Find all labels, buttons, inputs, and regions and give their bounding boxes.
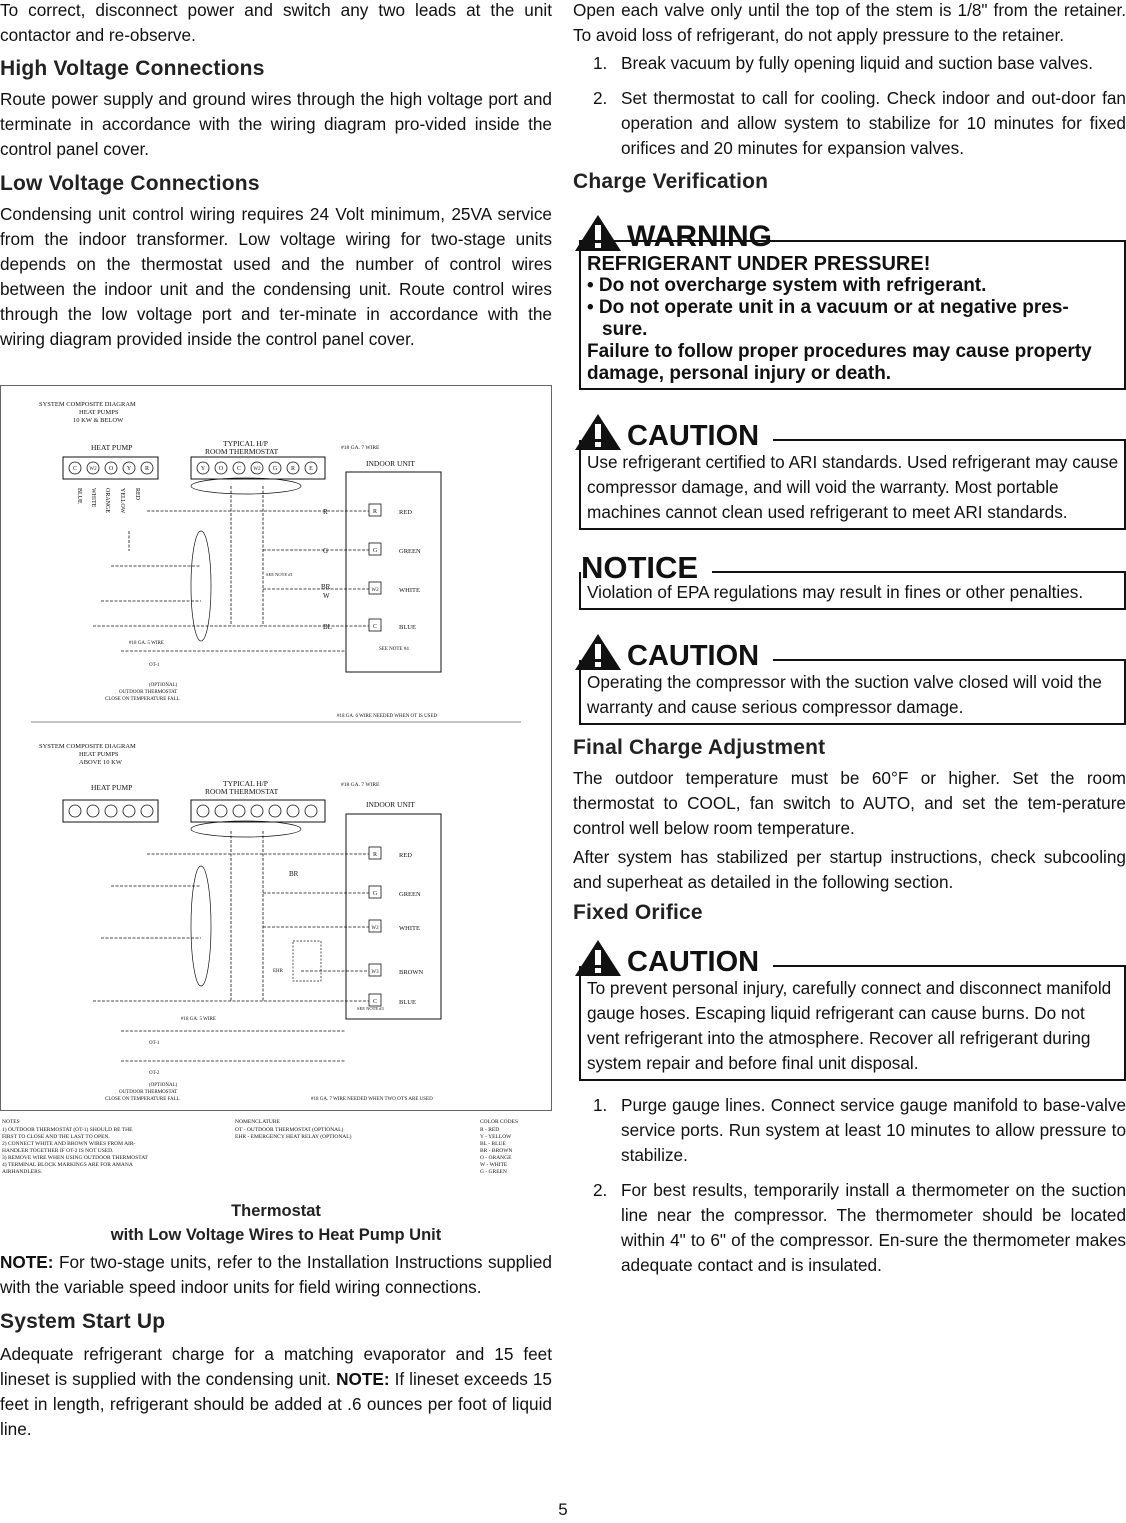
- svg-text:TYPICAL H/P: TYPICAL H/P: [223, 779, 268, 788]
- intro-paragraph: To correct, disconnect power and switch any two leads at the unit contactor and re-observe.: [0, 0, 552, 45]
- svg-text:COLOR CODES: COLOR CODES: [480, 1119, 519, 1125]
- svg-text:W3: W3: [371, 970, 379, 975]
- svg-text:GREEN: GREEN: [399, 548, 421, 555]
- svg-text:W2: W2: [253, 467, 261, 472]
- caution-header-3: CAUTION: [627, 946, 760, 978]
- wiring-diagram: [0, 385, 552, 1111]
- svg-text:(OPTIONAL): (OPTIONAL): [149, 1083, 178, 1088]
- svg-text:BR: BR: [321, 583, 331, 591]
- svg-text:TYPICAL H/P: TYPICAL H/P: [223, 439, 268, 448]
- high-voltage-heading: High Voltage Connections: [0, 57, 265, 80]
- list-item: 2. Set thermostat to call for cooling. Check indoor and out-door fan operation and allow system to stabilize for 10 minutes for fixed orifices and 20 minutes for expansion valves.: [593, 88, 1126, 158]
- caution-box-1: [573, 412, 1126, 530]
- top-diagram: [31, 401, 521, 722]
- caption-line-2: with Low Voltage Wires to Heat Pump Unit: [110, 1226, 442, 1244]
- svg-text:YELLOW: YELLOW: [119, 488, 125, 514]
- svg-text:BL: BL: [323, 623, 332, 631]
- svg-text:W2: W2: [371, 926, 379, 931]
- svg-text:R - RED: R - RED: [480, 1127, 500, 1133]
- svg-text:HEAT PUMPS: HEAT PUMPS: [79, 751, 119, 758]
- svg-text:OT-2: OT-2: [149, 1071, 160, 1076]
- caption-line-1: Thermostat: [231, 1202, 321, 1220]
- caution-box-2: [573, 632, 1126, 725]
- svg-text:OUTDOOR THERMOSTAT: OUTDOOR THERMOSTAT: [119, 690, 178, 695]
- list-item: 1. Purge gauge lines. Connect service gauge manifold to base-valve service ports. Run system at least 10 minutes to allow pressure to stabilize.: [593, 1095, 1126, 1165]
- low-voltage-heading: Low Voltage Connections: [0, 172, 260, 195]
- svg-text:BLUE: BLUE: [399, 999, 416, 1006]
- start-up-steps: [573, 51, 1126, 161]
- svg-text:#18 GA. 7 WIRE NEEDED WHEN TWO: #18 GA. 7 WIRE NEEDED WHEN TWO OT'S ARE USED: [311, 1097, 433, 1102]
- warning-header: WARNING: [627, 220, 772, 253]
- svg-text:BL - BLUE: BL - BLUE: [480, 1141, 506, 1147]
- bottom-diagram: [39, 743, 441, 1102]
- svg-text:WHITE: WHITE: [399, 925, 420, 932]
- notice-header: NOTICE: [581, 550, 699, 585]
- svg-text:Y: Y: [200, 466, 206, 472]
- svg-text:C: C: [372, 999, 378, 1005]
- svg-text:SEE NOTE #1: SEE NOTE #1: [266, 572, 293, 577]
- svg-text:WHITE: WHITE: [399, 587, 420, 594]
- svg-text:NOMENCLATURE: NOMENCLATURE: [235, 1119, 280, 1125]
- caution-triangle-icon: [573, 938, 623, 978]
- svg-text:W - WHITE: W - WHITE: [480, 1162, 508, 1168]
- diagram-caption: [0, 1199, 552, 1247]
- svg-text:CLOSE ON TEMPERATURE FALL: CLOSE ON TEMPERATURE FALL: [105, 1097, 180, 1102]
- svg-text:OUTDOOR THERMOSTAT: OUTDOOR THERMOSTAT: [119, 1090, 178, 1095]
- svg-text:CLOSE ON TEMPERATURE FALL: CLOSE ON TEMPERATURE FALL: [105, 697, 180, 702]
- note-text: For two-stage units, refer to the Installation Instructions supplied with the variable speed indoor units for field wiring connections.: [0, 1252, 552, 1297]
- svg-text:(OPTIONAL): (OPTIONAL): [149, 683, 178, 688]
- svg-text:EHR - EMERGENCY HEAT RELAY (OP: EHR - EMERGENCY HEAT RELAY (OPTIONAL): [235, 1134, 352, 1140]
- svg-text:W2: W2: [371, 588, 379, 593]
- svg-text:1) OUTDOOR THERMOSTAT (OT-1) S: 1) OUTDOOR THERMOSTAT (OT-1) SHOULD BE THE: [2, 1127, 133, 1133]
- svg-text:G: G: [323, 547, 329, 555]
- svg-text:O: O: [218, 466, 224, 472]
- svg-text:EHR: EHR: [273, 969, 283, 974]
- svg-text:R: R: [372, 509, 378, 515]
- svg-text:2) CONNECT WHITE AND BROWN WIR: 2) CONNECT WHITE AND BROWN WIRES FROM AIR-: [2, 1141, 136, 1147]
- svg-text:#18 GA. 5 WIRE: #18 GA. 5 WIRE: [181, 1017, 216, 1022]
- svg-text:OT-1: OT-1: [149, 1041, 160, 1046]
- svg-text:W: W: [323, 592, 330, 600]
- low-voltage-paragraph: Condensing unit control wiring requires 24 Volt minimum, 25VA service from the indoor transformer. Low voltage wiring for two-stage units depends on the thermostat used and the number of control wires between the indoor unit and the condensing unit. Route control wires through the low voltage port and ter-minate in accordance with the wiring diagram provided inside the control panel cover.: [0, 204, 552, 349]
- svg-text:R: R: [372, 852, 378, 858]
- svg-text:#18 GA. 5 WIRE: #18 GA. 5 WIRE: [129, 641, 164, 646]
- svg-text:BLUE: BLUE: [76, 488, 82, 504]
- svg-text:C: C: [372, 624, 378, 630]
- warning-line-1: REFRIGERANT UNDER PRESSURE!: [587, 253, 931, 275]
- left-column: [0, 0, 552, 352]
- svg-text:R: R: [290, 466, 296, 472]
- start-up-note-label: NOTE:: [336, 1369, 390, 1389]
- caution-body-3: To prevent personal injury, carefully connect and disconnect manifold gauge hoses. Escaping liquid refrigerant can cause burns. Do not vent refrigerant into the atmosphere. Recover all refrigerant during system repair and before final unit disposal.: [587, 978, 1112, 1073]
- svg-text:INDOOR UNIT: INDOOR UNIT: [366, 800, 415, 809]
- caution-box-3: [573, 938, 1126, 1081]
- svg-text:OT - OUTDOOR THERMOSTAT (OPTIO: OT - OUTDOOR THERMOSTAT (OPTIONAL): [235, 1127, 344, 1133]
- warning-line-4: sure.: [602, 319, 648, 340]
- svg-text:R: R: [144, 466, 150, 472]
- svg-text:E: E: [309, 466, 313, 472]
- svg-text:RED: RED: [134, 488, 140, 500]
- list-item: 1. Break vacuum by fully opening liquid and suction base valves.: [593, 53, 1093, 73]
- svg-text:WHITE: WHITE: [90, 488, 96, 508]
- svg-text:C: C: [72, 466, 78, 472]
- svg-text:RED: RED: [399, 852, 412, 859]
- warning-box: [573, 213, 1126, 390]
- fixed-orifice-heading: Fixed Orifice: [573, 901, 703, 924]
- system-start-up-paragraph: [0, 1342, 552, 1442]
- svg-text:SEE NOTE #3: SEE NOTE #3: [357, 1006, 384, 1011]
- caution-triangle-icon: [573, 412, 623, 452]
- final-charge-heading: Final Charge Adjustment: [573, 736, 826, 759]
- svg-text:SYSTEM COMPOSITE DIAGRAM: SYSTEM COMPOSITE DIAGRAM: [39, 401, 136, 408]
- svg-text:NOTES: NOTES: [2, 1119, 20, 1125]
- indoor-unit-box-2: [346, 814, 441, 1019]
- warning-line-2: • Do not overcharge system with refrigerant.: [587, 275, 987, 296]
- charge-verification-heading: Charge Verification: [573, 170, 769, 193]
- svg-text:G - GREEN: G - GREEN: [480, 1169, 507, 1175]
- svg-text:ROOM THERMOSTAT: ROOM THERMOSTAT: [205, 787, 279, 796]
- caution-header-1: CAUTION: [627, 420, 760, 452]
- svg-text:C: C: [236, 466, 242, 472]
- warning-line-3: • Do not operate unit in a vacuum or at negative pres-: [587, 297, 1069, 318]
- svg-text:O - ORANGE: O - ORANGE: [480, 1155, 512, 1161]
- list-item: 2. For best results, temporarily install a thermometer on the suction line near the compressor. The thermometer should be located within 4" to 6" of the compressor. En-sure the thermometer makes adequate contact and is insulated.: [593, 1180, 1126, 1275]
- svg-text:FIRST TO CLOSE AND THE LAST TO: FIRST TO CLOSE AND THE LAST TO OPEN.: [2, 1134, 110, 1140]
- svg-text:4) TERMINAL BLOCK MARKINGS ARE: 4) TERMINAL BLOCK MARKINGS ARE FOR AMANA: [2, 1162, 133, 1168]
- svg-text:BR - BROWN: BR - BROWN: [480, 1148, 513, 1154]
- page-number: 5: [558, 1500, 568, 1519]
- caution-body-2: Operating the compressor with the suction valve closed will void the warranty and cause serious compressor damage.: [587, 672, 1102, 717]
- svg-text:INDOOR UNIT: INDOOR UNIT: [366, 459, 415, 468]
- open-valve-paragraph: Open each valve only until the top of the stem is 1/8" from the retainer. To avoid loss of refrigerant, do not apply pressure to the retainer.: [573, 0, 1126, 45]
- svg-text:G: G: [372, 548, 378, 554]
- two-stage-note: [0, 1250, 552, 1300]
- svg-text:SYSTEM COMPOSITE DIAGRAM: SYSTEM COMPOSITE DIAGRAM: [39, 743, 136, 750]
- notice-body: Violation of EPA regulations may result in fines or other penalties.: [587, 582, 1084, 602]
- svg-text:#18 GA. 7 WIRE: #18 GA. 7 WIRE: [341, 782, 380, 788]
- svg-text:ROOM THERMOSTAT: ROOM THERMOSTAT: [205, 447, 279, 456]
- final-charge-paragraph-1: The outdoor temperature must be 60°F or higher. Set the room thermostat to COOL, fan switch to AUTO, and set the tem-perature control well below room temperature.: [573, 768, 1126, 838]
- caution-triangle-icon: [573, 632, 623, 672]
- indoor-unit-box: [346, 472, 441, 672]
- svg-text:AIRHANDLERS.: AIRHANDLERS.: [2, 1169, 43, 1175]
- system-start-up-heading: System Start Up: [0, 1310, 166, 1333]
- svg-text:Y: Y: [126, 466, 132, 472]
- warning-line-5: Failure to follow proper procedures may cause property damage, personal injury or death.: [587, 341, 1092, 384]
- start-up-text-b: If lineset exceeds 15 feet in length, refrigerant should be added at .6 ounces per foot of liquid line.: [0, 1369, 552, 1439]
- notice-box: [573, 550, 1126, 610]
- svg-text:BR: BR: [289, 870, 299, 878]
- svg-text:HEAT PUMP: HEAT PUMP: [91, 783, 133, 792]
- svg-text:G: G: [272, 466, 278, 472]
- svg-text:#18 GA. 6 WIRE NEEDED WHEN OT: #18 GA. 6 WIRE NEEDED WHEN OT IS USED: [337, 714, 438, 719]
- svg-text:SEE NOTE #4: SEE NOTE #4: [379, 647, 409, 652]
- svg-text:R: R: [323, 508, 328, 516]
- start-up-text-a: Adequate refrigerant charge for a matching evaporator and 15 feet lineset is supplied with the condensing unit.: [0, 1344, 552, 1389]
- svg-text:HEAT PUMPS: HEAT PUMPS: [79, 409, 119, 416]
- svg-text:HANDLER TOGETHER IF OT-2 IS NO: HANDLER TOGETHER IF OT-2 IS NOT USED.: [2, 1148, 114, 1154]
- heat-pump-terminal-block-2: [63, 800, 158, 822]
- svg-text:ORANGE: ORANGE: [104, 488, 110, 513]
- svg-text:ABOVE 10 KW: ABOVE 10 KW: [79, 759, 122, 766]
- final-charge-paragraph-2: After system has stabilized per startup instructions, check subcooling and superheat as detailed in the following section.: [573, 847, 1126, 892]
- svg-text:BROWN: BROWN: [399, 969, 424, 976]
- svg-text:BLUE: BLUE: [399, 624, 416, 631]
- svg-text:Y - YELLOW: Y - YELLOW: [480, 1134, 512, 1140]
- note-label: NOTE:: [0, 1252, 54, 1272]
- fixed-orifice-steps: [573, 1093, 1126, 1278]
- svg-text:10 KW & BELOW: 10 KW & BELOW: [73, 417, 124, 424]
- svg-text:GREEN: GREEN: [399, 891, 421, 898]
- svg-text:O: O: [108, 466, 114, 472]
- right-column: [573, 0, 1126, 1278]
- left-column-lower: [0, 1250, 552, 1442]
- svg-text:RED: RED: [399, 509, 412, 516]
- svg-text:3) REMOVE WIRE WHEN USING OUTD: 3) REMOVE WIRE WHEN USING OUTDOOR THERMOSTAT: [2, 1155, 148, 1161]
- svg-text:#18 GA. 7 WIRE: #18 GA. 7 WIRE: [341, 445, 380, 451]
- high-voltage-paragraph: Route power supply and ground wires through the high voltage port and terminate in accordance with the wiring diagram pro-vided inside the control panel cover.: [0, 89, 552, 159]
- caution-header-2: CAUTION: [627, 640, 760, 672]
- diagram-legend: [0, 1115, 552, 1195]
- svg-text:HEAT PUMP: HEAT PUMP: [91, 443, 133, 452]
- svg-text:W2: W2: [89, 467, 97, 472]
- svg-text:OT-1: OT-1: [149, 663, 160, 668]
- svg-text:G: G: [372, 891, 378, 897]
- caution-body-1: Use refrigerant certified to ARI standards. Used refrigerant may cause compressor damage, and will void the warranty. Most portable machines cannot clean used refrigerant to meet ARI standards.: [587, 452, 1119, 522]
- warning-triangle-icon: [573, 213, 623, 253]
